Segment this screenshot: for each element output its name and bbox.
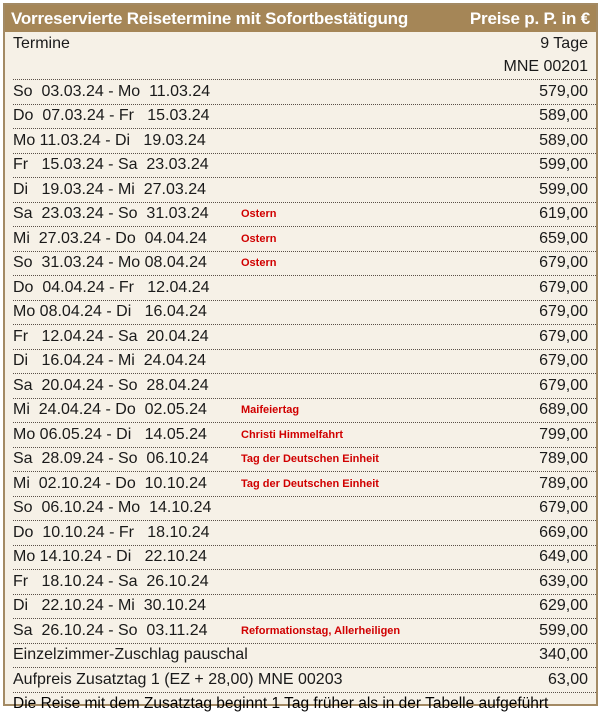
date-range: So 03.03.24 - Mo 11.03.24 [13, 82, 211, 100]
supplement-price: 63,00 [547, 670, 588, 688]
date-row [13, 570, 596, 595]
holiday-note: Ostern [241, 232, 277, 245]
date-price: 599,00 [539, 180, 588, 198]
rows-container [5, 32, 596, 715]
date-range: So 06.10.24 - Mo 14.10.24 [13, 499, 212, 517]
date-price: 579,00 [539, 82, 588, 100]
date-row [13, 105, 596, 130]
date-price: 649,00 [539, 548, 588, 566]
date-price: 679,00 [539, 499, 588, 517]
date-range: Mo 11.03.24 - Di 19.03.24 [13, 131, 206, 149]
date-range: Mi 02.10.24 - Do 10.10.24 [13, 474, 207, 492]
supplement-label: Einzelzimmer-Zuschlag pauschal [13, 646, 248, 664]
date-row [13, 619, 596, 644]
holiday-note: Tag der Deutschen Einheit [241, 453, 379, 466]
date-row [13, 301, 596, 326]
date-price: 679,00 [539, 327, 588, 345]
date-row [13, 178, 596, 203]
date-range: Fr 15.03.24 - Sa 23.03.24 [13, 156, 209, 174]
date-range: Mi 24.04.24 - Do 02.05.24 [13, 401, 207, 419]
date-price: 589,00 [539, 107, 588, 125]
supplement-price: 340,00 [539, 646, 588, 664]
date-range: Fr 12.04.24 - Sa 20.04.24 [13, 327, 209, 345]
duration-label: 9 Tage [540, 34, 588, 52]
date-range: So 31.03.24 - Mo 08.04.24 [13, 254, 207, 272]
date-range: Mo 08.04.24 - Di 16.04.24 [13, 303, 207, 321]
date-rows [13, 80, 596, 644]
footnote: Die Reise mit dem Zusatztag beginnt 1 Tag früher als in der Tabelle aufgeführt [13, 694, 549, 712]
date-range: Sa 28.09.24 - So 06.10.24 [13, 450, 209, 468]
date-row [13, 546, 596, 571]
date-range: Do 10.10.24 - Fr 18.10.24 [13, 523, 210, 541]
date-price: 679,00 [539, 376, 588, 394]
date-row [13, 399, 596, 424]
date-range: Di 22.10.24 - Mi 30.10.24 [13, 597, 206, 615]
date-row [13, 129, 596, 154]
date-price: 789,00 [539, 474, 588, 492]
date-price: 789,00 [539, 450, 588, 468]
holiday-note: Christi Himmelfahrt [241, 428, 344, 441]
date-price: 599,00 [539, 621, 588, 639]
date-price: 639,00 [539, 572, 588, 590]
date-row [13, 595, 596, 620]
date-range: Do 07.03.24 - Fr 15.03.24 [13, 107, 210, 125]
trip-code: MNE 00201 [503, 58, 588, 76]
date-price: 599,00 [539, 156, 588, 174]
date-row [13, 497, 596, 522]
date-row [13, 423, 596, 448]
price-unit-label: Preise p. P. in € [469, 8, 590, 28]
date-price: 589,00 [539, 131, 588, 149]
holiday-note: Reformationstag, Allerheiligen [241, 624, 401, 637]
date-price: 659,00 [539, 229, 588, 247]
date-range: Mi 27.03.24 - Do 04.04.24 [13, 229, 207, 247]
date-price: 679,00 [539, 303, 588, 321]
date-row [13, 448, 596, 473]
date-row [13, 374, 596, 399]
date-row [13, 350, 596, 375]
date-row [13, 521, 596, 546]
date-row [13, 227, 596, 252]
holiday-note: Maifeiertag [241, 404, 300, 417]
code-row [13, 56, 596, 81]
date-range: Di 19.03.24 - Mi 27.03.24 [13, 180, 206, 198]
date-range: Sa 26.10.24 - So 03.11.24 [13, 621, 208, 639]
date-range: Sa 20.04.24 - So 28.04.24 [13, 376, 209, 394]
date-price: 689,00 [539, 401, 588, 419]
date-row [13, 252, 596, 277]
holiday-note: Ostern [241, 208, 277, 221]
date-row [13, 203, 596, 228]
holiday-note: Tag der Deutschen Einheit [241, 477, 379, 490]
date-row [13, 80, 596, 105]
date-range: Di 16.04.24 - Mi 24.04.24 [13, 352, 206, 370]
date-range: Do 04.04.24 - Fr 12.04.24 [13, 278, 210, 296]
date-row [13, 325, 596, 350]
date-range: Mo 06.05.24 - Di 14.05.24 [13, 425, 207, 443]
holiday-note: Ostern [241, 257, 277, 270]
supplement-row-extra-day [13, 668, 596, 693]
date-row [13, 154, 596, 179]
date-price: 679,00 [539, 254, 588, 272]
termine-label: Termine [13, 34, 70, 52]
date-range: Mo 14.10.24 - Di 22.10.24 [13, 548, 207, 566]
date-price: 679,00 [539, 352, 588, 370]
date-range: Sa 23.03.24 - So 31.03.24 [13, 205, 209, 223]
date-price: 669,00 [539, 523, 588, 541]
supplement-label: Aufpreis Zusatztag 1 (EZ + 28,00) MNE 00203 [13, 670, 343, 688]
date-price: 799,00 [539, 425, 588, 443]
termine-row [13, 32, 596, 56]
supplement-row-single-room [13, 644, 596, 669]
date-price: 629,00 [539, 597, 588, 615]
date-price: 619,00 [539, 205, 588, 223]
table-header [5, 5, 596, 32]
table-title: Vorreservierte Reisetermine mit Sofortbestätigung [11, 8, 409, 28]
date-row [13, 472, 596, 497]
date-price: 679,00 [539, 278, 588, 296]
price-table-panel [3, 3, 598, 712]
date-row [13, 276, 596, 301]
date-range: Fr 18.10.24 - Sa 26.10.24 [13, 572, 209, 590]
